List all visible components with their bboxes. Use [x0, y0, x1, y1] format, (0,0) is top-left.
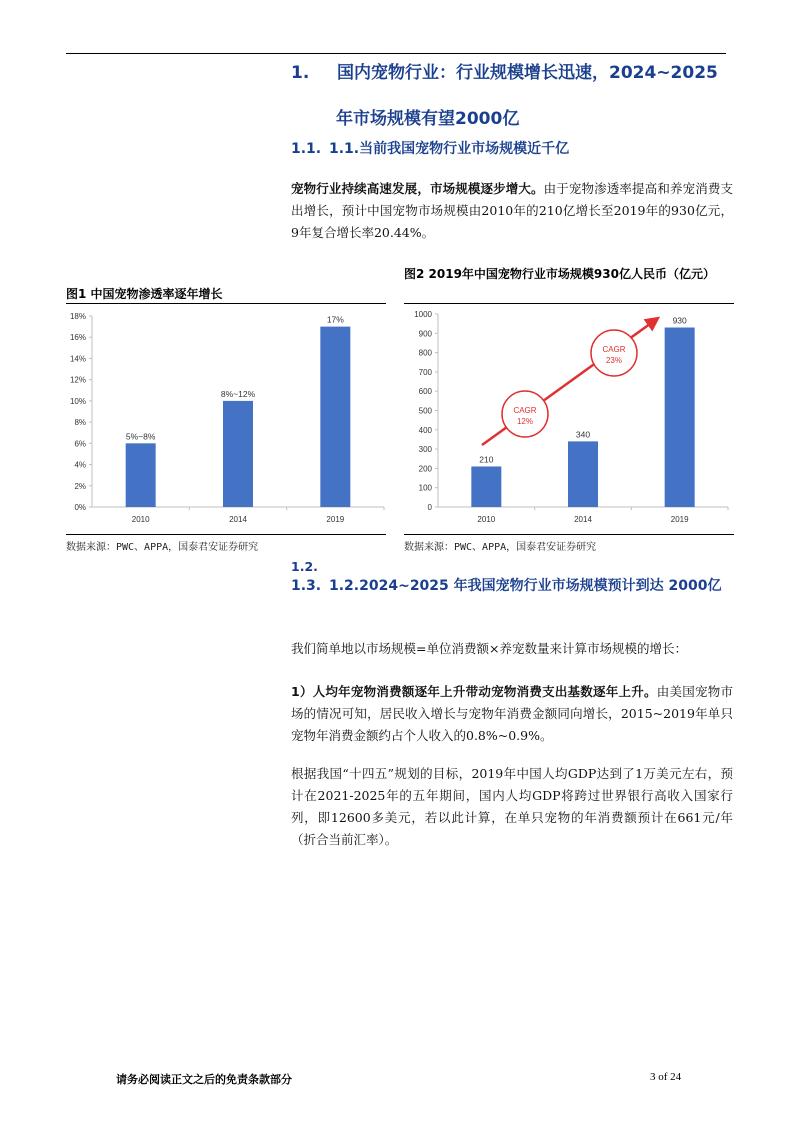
y-tick-label: 2%	[74, 481, 86, 491]
y-tick-label: 100	[418, 483, 432, 493]
y-tick-label: 6%	[74, 439, 86, 449]
y-tick-label: 18%	[69, 312, 86, 321]
paragraph-body: 由于宠物渗透率提高和养宠消费支出增长，预计中国宠物市场规模由2010年的210亿增长至2019年的930亿元，9年复合增长率20.44%。	[291, 181, 733, 240]
y-tick-label: 600	[418, 387, 432, 397]
data-label: 340	[575, 429, 591, 440]
figure-1-rule	[66, 303, 386, 304]
paragraph-gdp: 根据我国“十四五”规划的目标，2019年中国人均GDP达到了1万美元左右，预计在2021-2025年的五年期间，国内人均GDP将跨过世界银行高收入国家行列，即12600多美元，若以此计算，在单只宠物的年消费额预计在661元/年（折合当前汇率）。	[291, 766, 733, 847]
paragraph-lead: 宠物行业持续高速发展，市场规模逐步增大。	[291, 181, 544, 196]
bar	[471, 466, 501, 507]
y-tick-label: 500	[418, 406, 432, 416]
y-tick-label: 700	[418, 367, 432, 377]
bar	[568, 441, 598, 507]
section-heading-1	[291, 62, 731, 84]
y-tick-label: 14%	[69, 354, 86, 364]
data-label: 8%~12%	[220, 388, 256, 399]
section-number: 1.3.	[291, 578, 322, 594]
section-number-1-2: 1.2.	[291, 559, 318, 574]
cagr-value: 23%	[605, 356, 623, 365]
x-tick-label: 2019	[326, 515, 345, 524]
x-tick-label: 2019	[670, 515, 689, 524]
bar	[665, 328, 695, 507]
cagr-label: CAGR	[513, 406, 537, 415]
section-number: 1.	[291, 63, 310, 83]
section-title: 国内宠物行业：行业规模增长迅速，2024~2025	[337, 63, 718, 83]
y-tick-label: 4%	[74, 460, 86, 470]
figure-1-bottom-rule	[66, 534, 386, 535]
paragraph-body: 由美国宠物市场的情况可知，居民收入增长与宠物年消费金额同向增长，2015~2019年单只宠物年消费金额约占个人收入的0.8%~0.9%。	[291, 684, 733, 743]
figure-2-title: 图2 2019年中国宠物行业市场规模930亿人民币（亿元）	[404, 267, 715, 281]
section-title: 1.1.当前我国宠物行业市场规模近千亿	[329, 141, 570, 157]
data-label: 17%	[326, 314, 344, 325]
x-tick-label: 2010	[131, 515, 150, 524]
data-label: 5%~8%	[125, 431, 156, 442]
section-heading-1-3	[291, 576, 731, 596]
x-tick-label: 2014	[574, 515, 592, 524]
y-tick-label: 16%	[69, 333, 86, 343]
footer-disclaimer: 请务必阅读正文之后的免责条款部分	[116, 1073, 292, 1086]
figure-1-chart	[66, 305, 386, 533]
bar	[126, 443, 156, 507]
figure-1-source: 数据来源：PWC、APPA，国泰君安证券研究	[66, 542, 259, 553]
bar	[320, 327, 350, 507]
section-title: 1.2.2024~2025 年我国宠物行业市场规模预计到达 2000亿	[329, 578, 722, 594]
y-tick-label: 900	[418, 329, 432, 339]
cagr-value: 12%	[516, 417, 534, 426]
y-tick-label: 8%	[74, 418, 86, 428]
y-tick-label: 0%	[74, 503, 86, 512]
y-tick-label: 200	[418, 464, 432, 474]
y-tick-label: 1000	[414, 310, 432, 319]
y-tick-label: 300	[418, 445, 432, 455]
figure-2-bottom-rule	[404, 534, 734, 535]
header-rule	[66, 53, 726, 54]
x-tick-label: 2014	[229, 515, 247, 524]
data-label: 930	[672, 315, 687, 326]
paragraph-market-growth	[291, 178, 733, 244]
figure-2-chart	[404, 305, 734, 533]
data-label: 210	[479, 454, 494, 465]
figure-1-title: 图1 中国宠物渗透率逐年增长	[66, 287, 223, 301]
y-tick-label: 0	[427, 503, 432, 512]
y-tick-label: 10%	[69, 396, 86, 406]
section-title-continued: 年市场规模有望2000亿	[336, 109, 520, 129]
figure-2-rule	[404, 303, 734, 304]
paragraph-lead: 1）人均年宠物消费额逐年上升带动宠物消费支出基数逐年上升。	[291, 684, 657, 699]
bar	[223, 401, 253, 507]
cagr-label: CAGR	[602, 345, 626, 354]
paragraph-consumption	[291, 681, 733, 747]
paragraph-method: 我们简单地以市场规模=单位消费额×养宠数量来计算市场规模的增长：	[291, 641, 687, 656]
section-number: 1.1.	[291, 141, 322, 157]
section-heading-1-1	[291, 138, 569, 158]
y-tick-label: 800	[418, 348, 432, 358]
x-tick-label: 2010	[477, 515, 496, 524]
footer-page-number: 3 of 24	[650, 1071, 682, 1083]
y-tick-label: 12%	[69, 375, 86, 385]
figure-2-source: 数据来源：PWC、APPA，国泰君安证券研究	[404, 542, 597, 553]
y-tick-label: 400	[418, 425, 432, 435]
